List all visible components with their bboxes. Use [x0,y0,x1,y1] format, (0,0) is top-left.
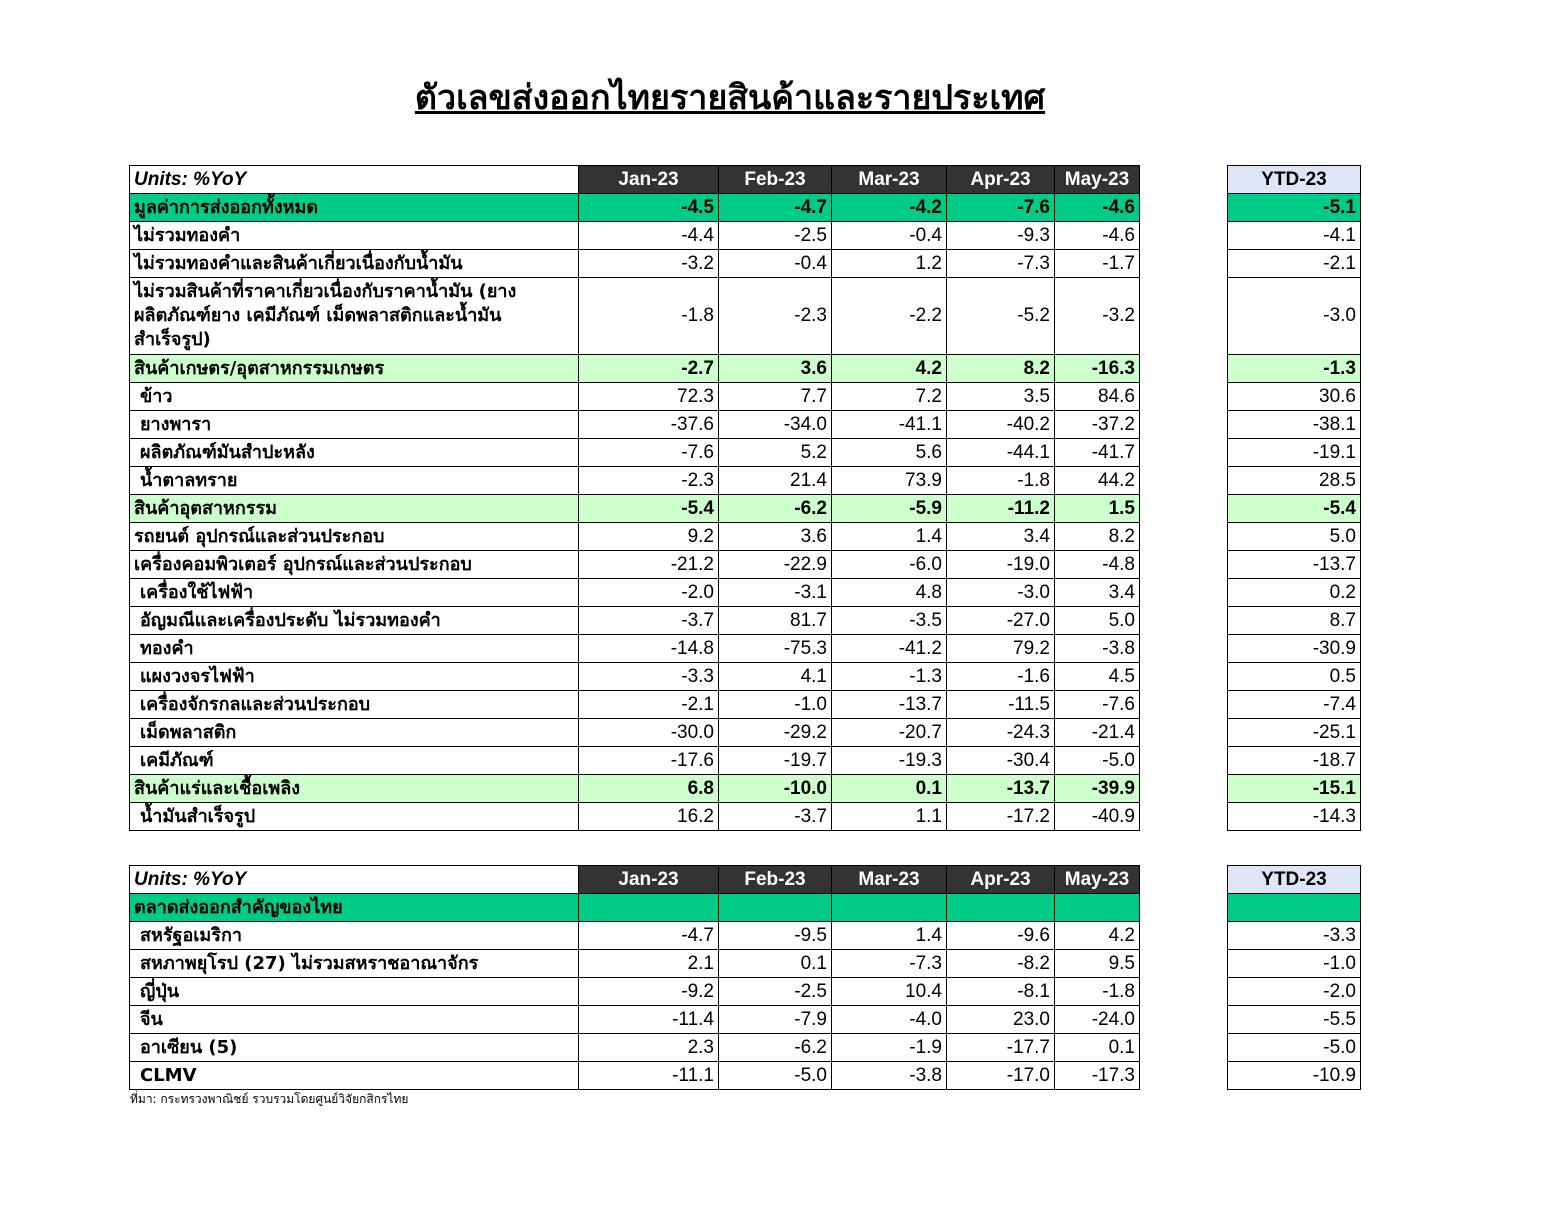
ytd-row [1228,719,1361,747]
row-label: ผลิตภัณฑ์มันสำปะหลัง [130,439,579,467]
value-cell: -3.1 [719,579,832,607]
value-cell: -5.2 [947,278,1055,355]
ytd-row [1228,439,1361,467]
ytd-value-cell: -4.1 [1228,222,1361,250]
value-cell: -4.6 [1055,222,1140,250]
value-cell: -44.1 [947,439,1055,467]
value-cell: -7.6 [947,194,1055,222]
value-cell: -7.6 [579,439,719,467]
ytd-value-cell: -3.0 [1228,278,1361,355]
value-cell: -2.1 [579,691,719,719]
empty-cell [1228,894,1361,922]
value-cell: -20.7 [832,719,947,747]
ytd-value-cell: -3.3 [1228,922,1361,950]
market-header-row [130,866,1140,894]
ytd-value-cell: -5.4 [1228,495,1361,523]
value-cell: -19.0 [947,551,1055,579]
value-cell: -2.7 [579,355,719,383]
value-cell: -30.0 [579,719,719,747]
table-row [130,383,1140,411]
value-cell: -40.2 [947,411,1055,439]
ytd-value-cell: -1.0 [1228,950,1361,978]
value-cell: 2.3 [579,1034,719,1062]
ytd-row [1228,978,1361,1006]
value-cell: 16.2 [579,803,719,831]
value-cell: -24.3 [947,719,1055,747]
value-cell: -13.7 [832,691,947,719]
units-label: Units: %YoY [130,866,579,894]
month-header: May-23 [1055,166,1140,194]
value-cell: 3.4 [1055,579,1140,607]
ytd-row [1228,250,1361,278]
row-label: น้ำมันสำเร็จรูป [130,803,579,831]
table-row [130,1062,1140,1090]
ytd-header: YTD-23 [1228,866,1361,894]
value-cell: -19.7 [719,747,832,775]
row-label: เครื่องคอมพิวเตอร์ อุปกรณ์และส่วนประกอบ [130,551,579,579]
value-cell: -19.3 [832,747,947,775]
row-label: สหรัฐอเมริกา [130,922,579,950]
value-cell: -1.9 [832,1034,947,1062]
value-cell: -29.2 [719,719,832,747]
ytd-value-cell: -2.0 [1228,978,1361,1006]
row-label: สหภาพยุโรป (27) ไม่รวมสหราชอาณาจักร [130,950,579,978]
ytd-row [1228,523,1361,551]
value-cell: -17.0 [947,1062,1055,1090]
value-cell: -2.5 [719,222,832,250]
value-cell: 5.6 [832,439,947,467]
value-cell: 1.2 [832,250,947,278]
row-label: ทองคำ [130,635,579,663]
product-ytd-header-row [1228,166,1361,194]
value-cell: 3.6 [719,523,832,551]
value-cell: -2.0 [579,579,719,607]
value-cell: 1.1 [832,803,947,831]
section-label: ตลาดส่งออกสำคัญของไทย [130,894,579,922]
table-row [130,250,1140,278]
ytd-value-cell: 28.5 [1228,467,1361,495]
value-cell: -11.2 [947,495,1055,523]
value-cell: -3.0 [947,579,1055,607]
value-cell: -37.6 [579,411,719,439]
value-cell: -4.0 [832,1006,947,1034]
value-cell: -16.3 [1055,355,1140,383]
row-label: เครื่องจักรกลและส่วนประกอบ [130,691,579,719]
month-header: Apr-23 [947,166,1055,194]
empty-cell [1055,894,1140,922]
value-cell: 0.1 [832,775,947,803]
ytd-row [1228,194,1361,222]
value-cell: -11.5 [947,691,1055,719]
value-cell: 7.2 [832,383,947,411]
ytd-value-cell: -1.3 [1228,355,1361,383]
ytd-value-cell: -2.1 [1228,250,1361,278]
value-cell: -40.9 [1055,803,1140,831]
value-cell: -4.6 [1055,194,1140,222]
value-cell: -3.5 [832,607,947,635]
row-label: เม็ดพลาสติก [130,719,579,747]
ytd-row [1228,803,1361,831]
ytd-row [1228,411,1361,439]
value-cell: -7.6 [1055,691,1140,719]
value-cell: 1.5 [1055,495,1140,523]
value-cell: -17.3 [1055,1062,1140,1090]
value-cell: -39.9 [1055,775,1140,803]
row-label: ไม่รวมทองคำ [130,222,579,250]
value-cell: -5.0 [719,1062,832,1090]
value-cell: -4.4 [579,222,719,250]
value-cell: 84.6 [1055,383,1140,411]
export-by-market-ytd-table [1227,865,1361,1090]
table-row [130,222,1140,250]
row-label: สินค้าเกษตร/อุตสาหกรรมเกษตร [130,355,579,383]
value-cell: 0.1 [719,950,832,978]
value-cell: -4.5 [579,194,719,222]
month-header: May-23 [1055,866,1140,894]
value-cell: -3.2 [579,250,719,278]
value-cell: -8.1 [947,978,1055,1006]
month-header: Feb-23 [719,166,832,194]
value-cell: 23.0 [947,1006,1055,1034]
value-cell: -24.0 [1055,1006,1140,1034]
table-row [130,719,1140,747]
table-row [130,495,1140,523]
ytd-value-cell: 30.6 [1228,383,1361,411]
value-cell: 4.2 [1055,922,1140,950]
empty-cell [719,894,832,922]
export-by-product-ytd-table [1227,165,1361,831]
row-label: ยางพารา [130,411,579,439]
value-cell: -10.0 [719,775,832,803]
row-label: น้ำตาลทราย [130,467,579,495]
value-cell: -1.6 [947,663,1055,691]
value-cell: -7.9 [719,1006,832,1034]
value-cell: 4.1 [719,663,832,691]
ytd-value-cell: -7.4 [1228,691,1361,719]
value-cell: -6.2 [719,495,832,523]
value-cell: 44.2 [1055,467,1140,495]
ytd-row [1228,355,1361,383]
ytd-row [1228,775,1361,803]
value-cell: -1.3 [832,663,947,691]
value-cell: -41.2 [832,635,947,663]
value-cell: -5.9 [832,495,947,523]
value-cell: 6.8 [579,775,719,803]
month-header: Mar-23 [832,166,947,194]
value-cell: 9.2 [579,523,719,551]
ytd-row [1228,222,1361,250]
value-cell: -9.6 [947,922,1055,950]
table-row [130,922,1140,950]
ytd-value-cell: -38.1 [1228,411,1361,439]
table-row [130,439,1140,467]
table-row [130,803,1140,831]
ytd-value-cell: -5.5 [1228,1006,1361,1034]
value-cell: -9.5 [719,922,832,950]
value-cell: 4.8 [832,579,947,607]
value-cell: -7.3 [832,950,947,978]
ytd-row [1228,495,1361,523]
value-cell: -27.0 [947,607,1055,635]
month-header: Mar-23 [832,866,947,894]
row-label: อัญมณีและเครื่องประดับ ไม่รวมทองคำ [130,607,579,635]
row-label: ข้าว [130,383,579,411]
ytd-value-cell: -30.9 [1228,635,1361,663]
ytd-row [1228,1006,1361,1034]
page-title: ตัวเลขส่งออกไทยรายสินค้าและรายประเทศ [414,78,1046,118]
value-cell: 1.4 [832,523,947,551]
value-cell: 8.2 [947,355,1055,383]
export-by-market-table [129,865,1140,1090]
value-cell: -8.2 [947,950,1055,978]
value-cell: -0.4 [719,250,832,278]
ytd-row [1228,922,1361,950]
ytd-row [1228,1034,1361,1062]
value-cell: -2.2 [832,278,947,355]
table-row [130,278,1140,355]
ytd-row [1228,383,1361,411]
ytd-value-cell: -19.1 [1228,439,1361,467]
table-row [130,635,1140,663]
value-cell: -13.7 [947,775,1055,803]
ytd-row [1228,1062,1361,1090]
value-cell: -3.3 [579,663,719,691]
value-cell: -4.7 [719,194,832,222]
ytd-value-cell: -25.1 [1228,719,1361,747]
ytd-row [1228,635,1361,663]
ytd-section-row [1228,894,1361,922]
value-cell: 73.9 [832,467,947,495]
value-cell: 5.2 [719,439,832,467]
value-cell: -17.6 [579,747,719,775]
source-note: ที่มา: กระทรวงพาณิชย์ รวบรวมโดยศูนย์วิจัยกสิกรไทย [130,1092,409,1106]
ytd-value-cell: 5.0 [1228,523,1361,551]
value-cell: -6.0 [832,551,947,579]
ytd-value-cell: -5.1 [1228,194,1361,222]
value-cell: -1.8 [579,278,719,355]
table-row [130,579,1140,607]
value-cell: -9.3 [947,222,1055,250]
value-cell: 8.2 [1055,523,1140,551]
table-row [130,950,1140,978]
table-row [130,551,1140,579]
ytd-value-cell: -10.9 [1228,1062,1361,1090]
value-cell: 4.2 [832,355,947,383]
ytd-row [1228,467,1361,495]
value-cell: -41.1 [832,411,947,439]
ytd-value-cell: 0.2 [1228,579,1361,607]
value-cell: -75.3 [719,635,832,663]
value-cell: 81.7 [719,607,832,635]
table-row [130,775,1140,803]
table-row [130,523,1140,551]
row-label: รถยนต์ อุปกรณ์และส่วนประกอบ [130,523,579,551]
row-label: จีน [130,1006,579,1034]
value-cell: 7.7 [719,383,832,411]
empty-cell [579,894,719,922]
value-cell: 10.4 [832,978,947,1006]
value-cell: -1.8 [947,467,1055,495]
row-label: มูลค่าการส่งออกทั้งหมด [130,194,579,222]
row-label: ไม่รวมสินค้าที่ราคาเกี่ยวเนื่องกับราคาน้ำมัน (ยาง ผลิตภัณฑ์ยาง เคมีภัณฑ์ เม็ดพลาสติกและน้ำมันสำเร็จรูป) [130,278,579,355]
row-label: เคมีภัณฑ์ [130,747,579,775]
ytd-row [1228,663,1361,691]
ytd-row [1228,950,1361,978]
value-cell: -11.4 [579,1006,719,1034]
value-cell: -2.3 [579,467,719,495]
value-cell: -11.1 [579,1062,719,1090]
value-cell: -2.5 [719,978,832,1006]
ytd-header: YTD-23 [1228,166,1361,194]
value-cell: -37.2 [1055,411,1140,439]
export-by-product-table [129,165,1140,831]
empty-cell [947,894,1055,922]
table-row [130,663,1140,691]
table-row [130,411,1140,439]
ytd-value-cell: -14.3 [1228,803,1361,831]
ytd-row [1228,551,1361,579]
table-row [130,1006,1140,1034]
ytd-row [1228,579,1361,607]
value-cell: 3.5 [947,383,1055,411]
value-cell: -6.2 [719,1034,832,1062]
value-cell: -7.3 [947,250,1055,278]
ytd-value-cell: -15.1 [1228,775,1361,803]
table-row [130,1034,1140,1062]
table-row [130,607,1140,635]
value-cell: -5.4 [579,495,719,523]
value-cell: -3.7 [719,803,832,831]
value-cell: -3.2 [1055,278,1140,355]
value-cell: 21.4 [719,467,832,495]
market-section-row [130,894,1140,922]
row-label: CLMV [130,1062,579,1090]
ytd-value-cell: -5.0 [1228,1034,1361,1062]
ytd-value-cell: -18.7 [1228,747,1361,775]
value-cell: -2.3 [719,278,832,355]
month-header: Apr-23 [947,866,1055,894]
market-ytd-header-row [1228,866,1361,894]
row-label: อาเซียน (5) [130,1034,579,1062]
value-cell: -3.7 [579,607,719,635]
ytd-value-cell: 8.7 [1228,607,1361,635]
value-cell: -0.4 [832,222,947,250]
value-cell: -1.0 [719,691,832,719]
table-row [130,194,1140,222]
table-row [130,691,1140,719]
empty-cell [832,894,947,922]
value-cell: -17.2 [947,803,1055,831]
row-label: สินค้าแร่และเชื้อเพลิง [130,775,579,803]
ytd-value-cell: -13.7 [1228,551,1361,579]
value-cell: 3.6 [719,355,832,383]
value-cell: -21.2 [579,551,719,579]
ytd-row [1228,278,1361,355]
value-cell: 0.1 [1055,1034,1140,1062]
value-cell: -41.7 [1055,439,1140,467]
month-header: Feb-23 [719,866,832,894]
value-cell: -5.0 [1055,747,1140,775]
product-header-row [130,166,1140,194]
row-label: ไม่รวมทองคำและสินค้าเกี่ยวเนื่องกับน้ำมัน [130,250,579,278]
value-cell: -9.2 [579,978,719,1006]
value-cell: -30.4 [947,747,1055,775]
ytd-value-cell: 0.5 [1228,663,1361,691]
value-cell: 72.3 [579,383,719,411]
value-cell: -4.8 [1055,551,1140,579]
value-cell: 9.5 [1055,950,1140,978]
month-header: Jan-23 [579,166,719,194]
value-cell: -1.8 [1055,978,1140,1006]
value-cell: 5.0 [1055,607,1140,635]
value-cell: -4.7 [579,922,719,950]
row-label: ญี่ปุ่น [130,978,579,1006]
row-label: เครื่องใช้ไฟฟ้า [130,579,579,607]
value-cell: 79.2 [947,635,1055,663]
value-cell: -34.0 [719,411,832,439]
value-cell: 2.1 [579,950,719,978]
value-cell: 4.5 [1055,663,1140,691]
row-label: สินค้าอุตสาหกรรม [130,495,579,523]
table-row [130,467,1140,495]
value-cell: 3.4 [947,523,1055,551]
month-header: Jan-23 [579,866,719,894]
table-row [130,747,1140,775]
value-cell: -3.8 [832,1062,947,1090]
value-cell: 1.4 [832,922,947,950]
row-label: แผงวงจรไฟฟ้า [130,663,579,691]
value-cell: -14.8 [579,635,719,663]
value-cell: -1.7 [1055,250,1140,278]
units-label: Units: %YoY [130,166,579,194]
value-cell: -3.8 [1055,635,1140,663]
ytd-row [1228,607,1361,635]
value-cell: -17.7 [947,1034,1055,1062]
value-cell: -4.2 [832,194,947,222]
table-row [130,355,1140,383]
value-cell: -22.9 [719,551,832,579]
table-row [130,978,1140,1006]
ytd-row [1228,691,1361,719]
ytd-row [1228,747,1361,775]
value-cell: -21.4 [1055,719,1140,747]
